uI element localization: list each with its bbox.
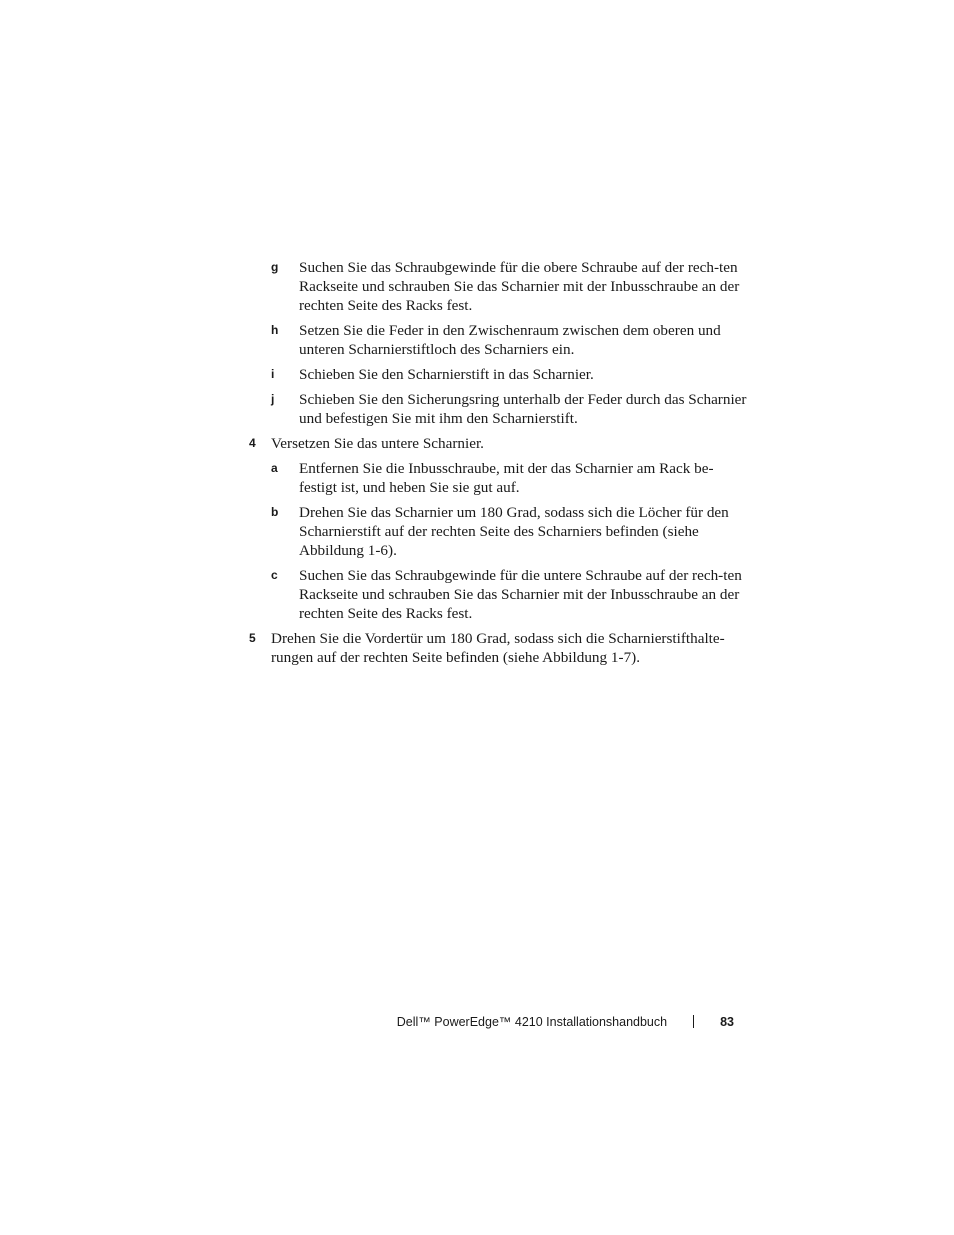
step-marker: c bbox=[271, 568, 278, 582]
page-number: 83 bbox=[720, 1015, 734, 1029]
step-4 bbox=[249, 434, 749, 453]
step-text: Drehen Sie das Scharnier um 180 Grad, sodass sich die Löcher für den Scharnierstift auf der rechten Seite des Scharniers befinden (siehe Abbildung 1-6). bbox=[299, 504, 729, 559]
step-marker: b bbox=[271, 505, 279, 519]
step-marker: a bbox=[271, 461, 278, 475]
step-marker: h bbox=[271, 323, 279, 337]
step-text: Setzen Sie die Feder in den Zwischenraum zwischen dem oberen und unteren Scharnierstiftloch des Scharniers ein. bbox=[299, 322, 721, 358]
step-text: Versetzen Sie das untere Scharnier. bbox=[271, 435, 484, 452]
step-b bbox=[249, 503, 749, 560]
step-h bbox=[249, 321, 749, 359]
step-text: Schieben Sie den Scharnierstift in das Scharnier. bbox=[299, 366, 594, 383]
step-text: Suchen Sie das Schraubgewinde für die untere Schraube auf der rech-ten Rackseite und schrauben Sie das Scharnier mit der Inbusschraube an der rechten Seite des Racks fest. bbox=[299, 567, 742, 622]
step-marker: j bbox=[271, 392, 275, 406]
footer-title: Dell™ PowerEdge™ 4210 Installationshandbuch bbox=[396, 1015, 668, 1029]
footer-divider bbox=[693, 1015, 694, 1028]
step-text: Drehen Sie die Vordertür um 180 Grad, sodass sich die Scharnierstifthalte-rungen auf der rechten Seite befinden (siehe Abbildung 1-7). bbox=[271, 630, 725, 666]
step-a bbox=[249, 459, 749, 497]
page-footer bbox=[0, 1015, 734, 1029]
step-i bbox=[249, 365, 749, 384]
step-5 bbox=[249, 629, 749, 667]
step-g bbox=[249, 258, 749, 315]
step-j bbox=[249, 390, 749, 428]
step-marker: g bbox=[271, 260, 279, 274]
step-marker: 5 bbox=[249, 631, 256, 645]
step-marker: i bbox=[271, 367, 275, 381]
step-text: Entfernen Sie die Inbusschraube, mit der das Scharnier am Rack be-festigt ist, und heben Sie sie gut auf. bbox=[299, 460, 714, 496]
step-marker: 4 bbox=[249, 436, 256, 450]
step-text: Schieben Sie den Sicherungsring unterhalb der Feder durch das Scharnier und befestigen Sie mit ihm den Scharnierstift. bbox=[299, 391, 747, 427]
step-text: Suchen Sie das Schraubgewinde für die obere Schraube auf der rech-ten Rackseite und schrauben Sie das Scharnier mit der Inbusschraube an der rechten Seite des Racks fest. bbox=[299, 259, 740, 314]
instruction-list bbox=[249, 258, 749, 673]
step-c bbox=[249, 566, 749, 623]
